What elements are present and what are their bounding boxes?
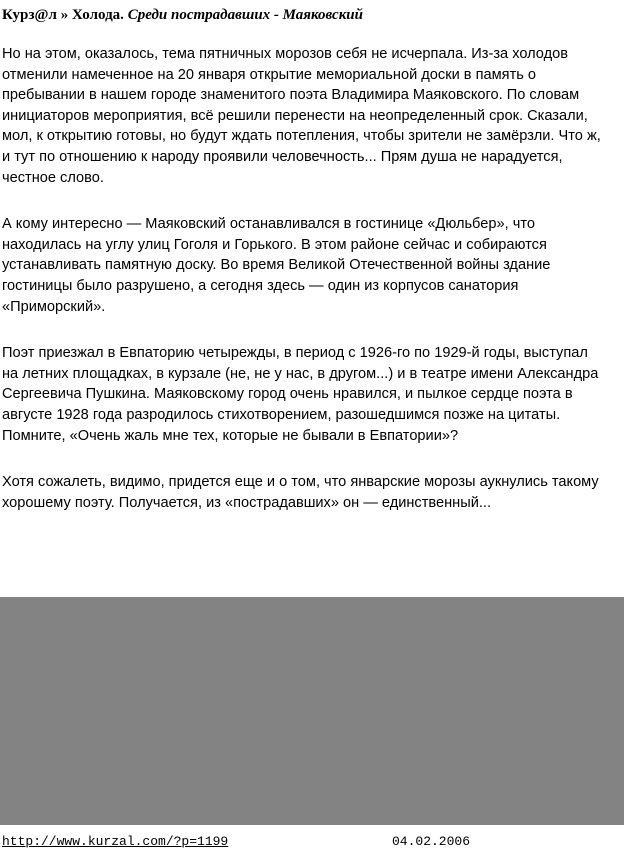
article-body xyxy=(2,44,602,513)
page-title: Среди пострадавших - Маяковский xyxy=(127,7,363,23)
publication-date: 04.02.2006 xyxy=(392,834,471,849)
article-paragraph: Хотя сожалеть, видимо, придется еще и о том, что январские морозы аукнулись такому хорошему поэту. Получается, из «пострадавших» он — единственный... xyxy=(2,474,599,511)
page-header xyxy=(0,0,624,24)
section-name: Холода. xyxy=(71,7,124,23)
article-photo-placeholder xyxy=(0,597,624,825)
breadcrumb-separator: » xyxy=(60,7,69,23)
article-paragraph: А кому интересно — Маяковский останавливался в гостинице «Дюльбер», что находилась на углу улиц Гоголя и Горького. В этом районе сейчас и собираются устанавливать памятную доску. Во время Великой Отечественной войны здание гостиницы было разрушено, а сегодня здесь — один из корпусов санатория «Приморский». xyxy=(2,216,551,315)
article-paragraph: Поэт приезжал в Евпаторию четырежды, в период с 1926-го по 1929-й годы, выступал на летних площадках, в курзале (не, не у нас, в другом...) и в театре имени Александра Сергеевича Пушкина. Маяковскому город очень нравился, и пылкое сердце поэта в августе 1928 года разродилось стихотворением, разошедшимся позже на цитаты. Помните, «Очень жаль мне тех, которые не бывали в Евпатории»? xyxy=(2,345,599,444)
site-name[interactable]: Курз@л xyxy=(2,7,57,23)
page-footer xyxy=(0,825,624,859)
article-paragraph: Но на этом, оказалось, тема пятничных морозов себя не исчерпала. Из-за холодов отменили намеченное на 20 января открытие мемориальной доски в память о пребывании в нашем городе знаменитого поэта Владимира Маяковского. По словам инициаторов мероприятия, всё решили перенести на неопределенный срок. Сказали, мол, к открытию готовы, но будут ждать потепления, чтобы зрители не замёрзли. Что ж, и тут по отношению к народу проявили человечность... Прям душа не нарадуется, честное слово. xyxy=(2,46,601,186)
source-url[interactable]: http://www.kurzal.com/?p=1199 xyxy=(2,834,229,849)
